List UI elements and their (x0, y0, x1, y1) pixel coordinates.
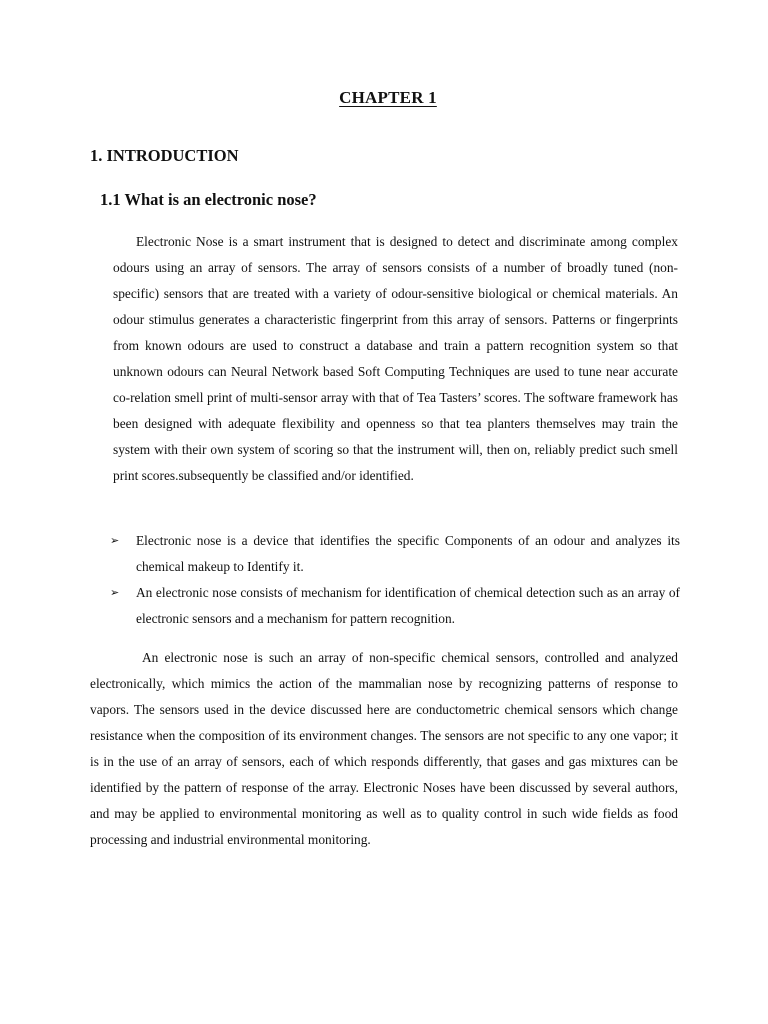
bullet-text: Electronic nose is a device that identifies the specific Components of an odour and analyzes its chemical makeup to Identify it. (136, 533, 680, 574)
bullet-list (108, 528, 680, 632)
chapter-title: CHAPTER 1 (339, 88, 437, 107)
body-paragraph: An electronic nose is such an array of non-specific chemical sensors, controlled and analyzed electronically, which mimics the action of the mammalian nose by recognizing patterns of response to vapors. The sensors used in the device discussed here are conductometric chemical sensors which change resistance when the composition of its environment changes. The sensors are not specific to any one vapor; it is in the use of an array of sensors, each of which responds differently, that gases and gas mixtures can be identified by the pattern of response of the array. Electronic Noses have been discussed by several authors, and may be applied to environmental monitoring as well as to quality control in such wide fields as food processing and industrial environmental monitoring. (90, 650, 678, 847)
bullet-item (108, 580, 680, 632)
bullet-item (108, 528, 680, 580)
intro-paragraph: Electronic Nose is a smart instrument that is designed to detect and discriminate among complex odours using an array of sensors. The array of sensors consists of a number of broadly tuned (non-specific) sensors that are treated with a variety of odour-sensitive biological or chemical materials. An odour stimulus generates a characteristic fingerprint from this array of sensors. Patterns or fingerprints from known odours are used to construct a database and train a pattern recognition system so that unknown odours can Neural Network based Soft Computing Techniques are used to tune near accurate co-relation smell print of multi-sensor array with that of Tea Tasters’ scores. The software framework has been designed with adequate flexibility and openness so that tea planters themselves may train the system with their own system of scoring so that the instrument will, then on, reliably predict such smell print scores.subsequently be classified and/or identified. (113, 234, 678, 483)
section-heading: 1. INTRODUCTION (90, 146, 239, 165)
subsection-heading: 1.1 What is an electronic nose? (100, 190, 317, 209)
arrow-bullet-icon: ➢ (110, 586, 120, 599)
arrow-bullet-icon: ➢ (110, 534, 120, 547)
bullet-text: An electronic nose consists of mechanism for identification of chemical detection such as an array of electronic sensors and a mechanism for pattern recognition. (136, 585, 680, 626)
